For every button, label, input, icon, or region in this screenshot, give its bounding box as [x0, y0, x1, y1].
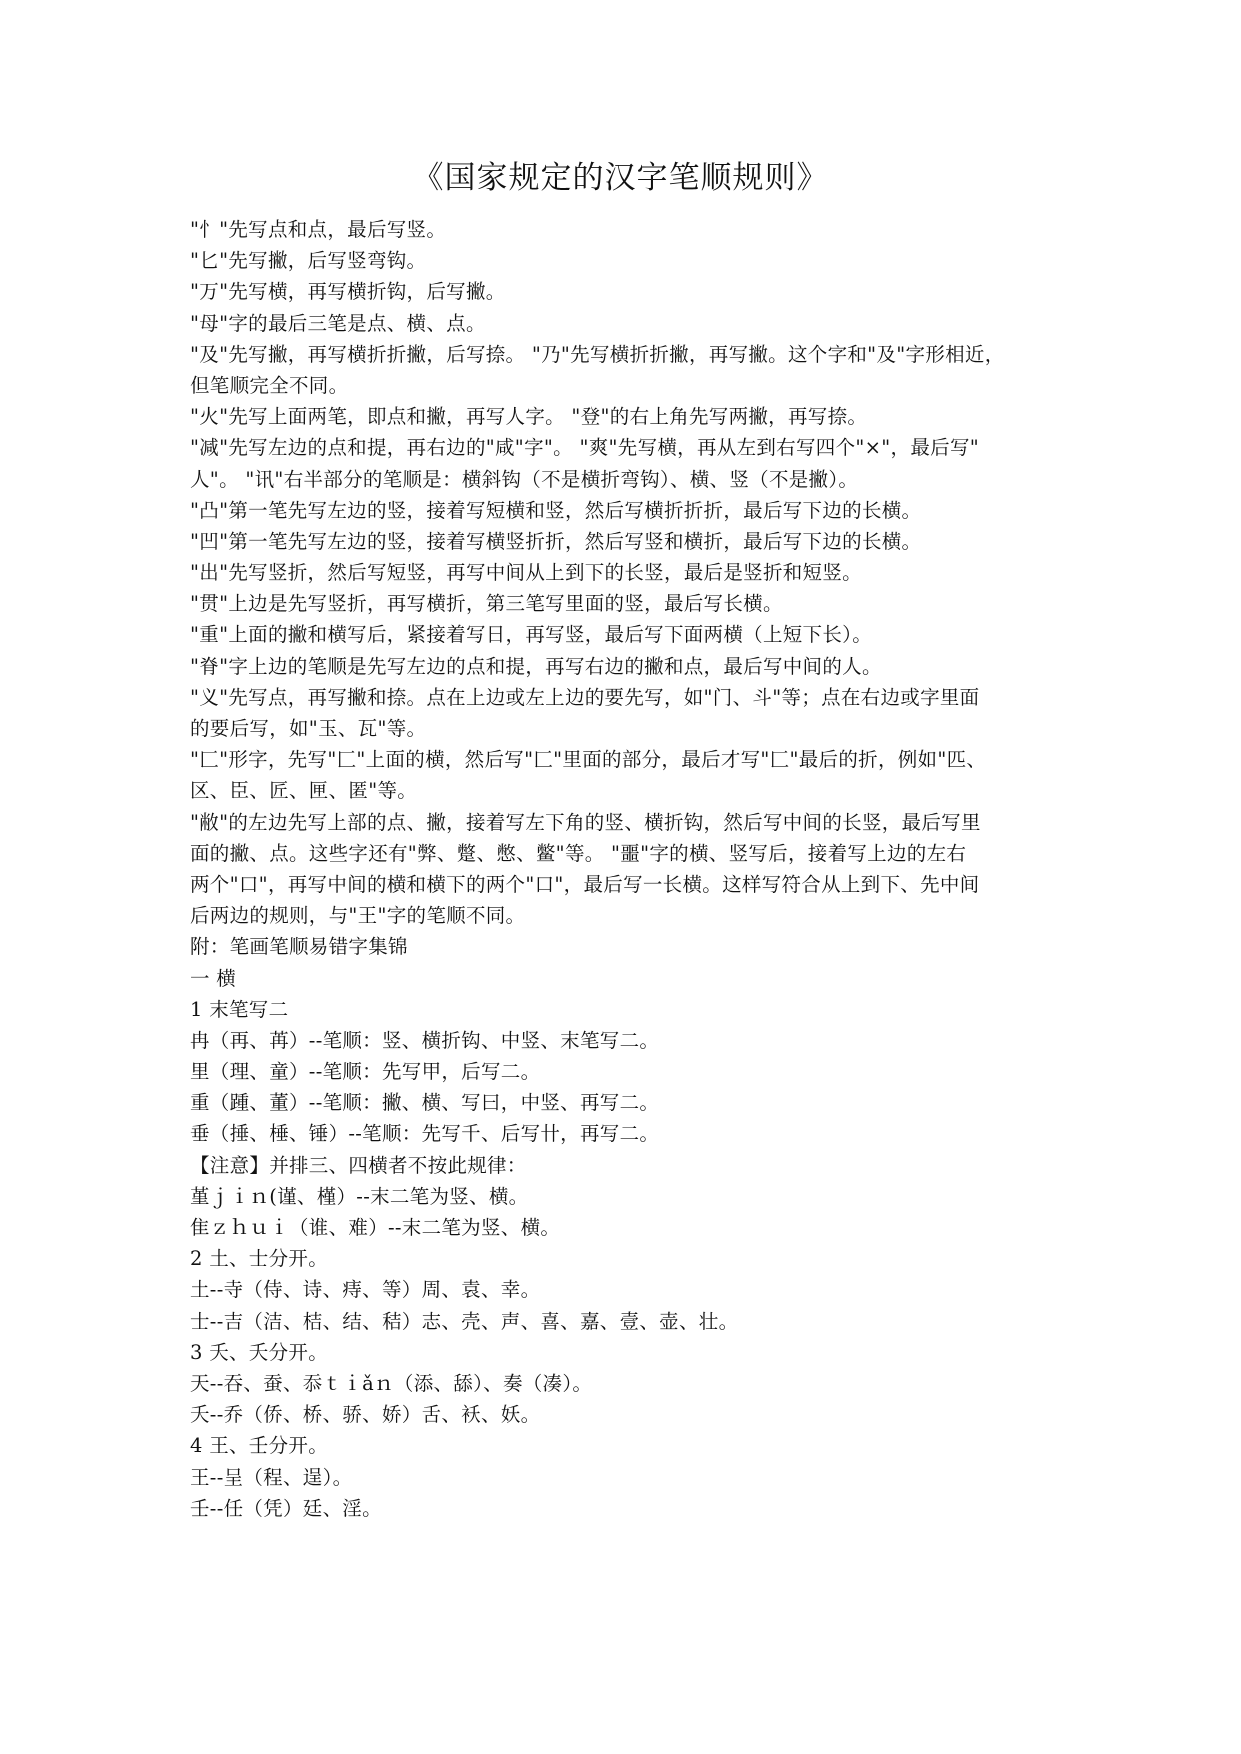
text-line: "凸"第一笔先写左边的竖，接着写短横和竖，然后写横折折折，最后写下边的长横。	[190, 498, 922, 522]
text-line: 士--吉（洁、桔、结、秸）志、壳、声、喜、嘉、壹、壶、壮。	[190, 1309, 739, 1333]
text-line: 3 夭、夭分开。	[190, 1340, 329, 1364]
text-line: 天--吞、蚕、忝ｔｉǎｎ（添、舔）、奏（凑）。	[190, 1371, 593, 1395]
text-line: 壬--任（凭）廷、淫。	[190, 1496, 382, 1520]
text-line: "敝"的左边先写上部的点、撇，接着写左下角的竖、横折钩，然后写中间的长竖，最后写里	[190, 810, 981, 834]
text-line: 堇ｊｉｎ(谨、槿）--末二笔为竖、横。	[190, 1184, 529, 1208]
text-line: "减"先写左边的点和提，再右边的"咸"字"。 "爽"先写横，再从左到右写四个"×"，最后写"	[190, 436, 980, 460]
text-line: 夭--乔（侨、桥、骄、娇）舌、袄、妖。	[190, 1403, 541, 1427]
text-line: 冉（再、苒）--笔顺：竖、横折钩、中竖、末笔写二。	[190, 1028, 660, 1052]
text-line: 但笔顺完全不同。	[190, 373, 349, 397]
text-line: "及"先写撇，再写横折折撇，后写捺。 "乃"先写横折折撇，再写撇。这个字和"及"字形相近，	[190, 342, 1005, 366]
text-line: "义"先写点，再写撇和捺。点在上边或左上边的要先写，如"门、斗"等；点在右边或字里面	[190, 685, 980, 709]
text-line: 重（踵、董）--笔顺：撇、横、写曰，中竖、再写二。	[190, 1091, 660, 1115]
text-line: "贯"上边是先写竖折，再写横折，第三笔写里面的竖，最后写长横。	[190, 592, 783, 616]
text-line: 两个"口"，再写中间的横和横下的两个"口"，最后写一长横。这样写符合从上到下、先中间	[190, 872, 980, 896]
text-line: "凹"第一笔先写左边的竖，接着写横竖折折，然后写竖和横折，最后写下边的长横。	[190, 529, 922, 553]
text-line: "匕"先写撇，后写竖弯钩。	[190, 249, 427, 273]
text-line: 里（理、童）--笔顺：先写甲，后写二。	[190, 1060, 541, 1084]
text-line: 垂（捶、棰、锤）--笔顺：先写千、后写卄，再写二。	[190, 1122, 660, 1146]
text-line: 【注意】并排三、四横者不按此规律：	[190, 1153, 527, 1177]
text-line: "脊"字上边的笔顺是先写左边的点和提，再写右边的撇和点，最后写中间的人。	[190, 654, 882, 678]
text-line: 人"。 "讯"右半部分的笔顺是：横斜钩（不是横折弯钩）、横、竖（不是撇）。	[190, 467, 859, 491]
text-line: "匚"形字，先写"匚"上面的横，然后写"匚"里面的部分，最后才写"匚"最后的折，例如"匹、	[190, 748, 987, 772]
text-line: 的要后写，如"玉、瓦"等。	[190, 717, 427, 740]
page-title: 《国家规定的汉字笔顺规则》	[412, 160, 829, 196]
text-line: "出"先写竖折，然后写短竖，再写中间从上到下的长竖，最后是竖折和短竖。	[190, 561, 862, 585]
text-line: 附：笔画笔顺易错字集锦	[190, 935, 408, 959]
text-line: "万"先写横，再写横折钩，后写撇。	[190, 280, 506, 304]
text-line: 后两边的规则，与"王"字的笔顺不同。	[190, 904, 526, 928]
text-line: 土--寺（侍、诗、痔、等）周、袁、幸。	[190, 1278, 541, 1302]
text-line: 1 末笔写二	[190, 997, 289, 1021]
text-line: "重"上面的撇和横写后，紧接着写日，再写竖，最后写下面两横（上短下长）。	[190, 623, 872, 647]
text-line: "忄"先写点和点，最后写竖。	[190, 218, 447, 241]
text-line: "母"字的最后三笔是点、横、点。	[190, 311, 486, 335]
document-body	[190, 214, 1060, 1524]
text-line: 一 横	[190, 966, 237, 990]
text-line: 2 土、士分开。	[190, 1247, 329, 1271]
text-line: 4 王、壬分开。	[190, 1434, 329, 1458]
text-line: "火"先写上面两笔，即点和撇，再写人字。 "登"的右上角先写两撇，再写捺。	[190, 405, 868, 429]
text-line: 区、臣、匠、匣、匿"等。	[190, 779, 418, 803]
text-line: 隹ｚｈｕｉ（谁、难）--末二笔为竖、横。	[190, 1216, 561, 1239]
text-line: 王--呈（程、逞）。	[190, 1465, 353, 1489]
text-line: 面的撇、点。这些字还有"弊、蹩、憋、鳖"等。 "噩"字的横、竖写后，接着写上边的左右	[190, 841, 967, 865]
